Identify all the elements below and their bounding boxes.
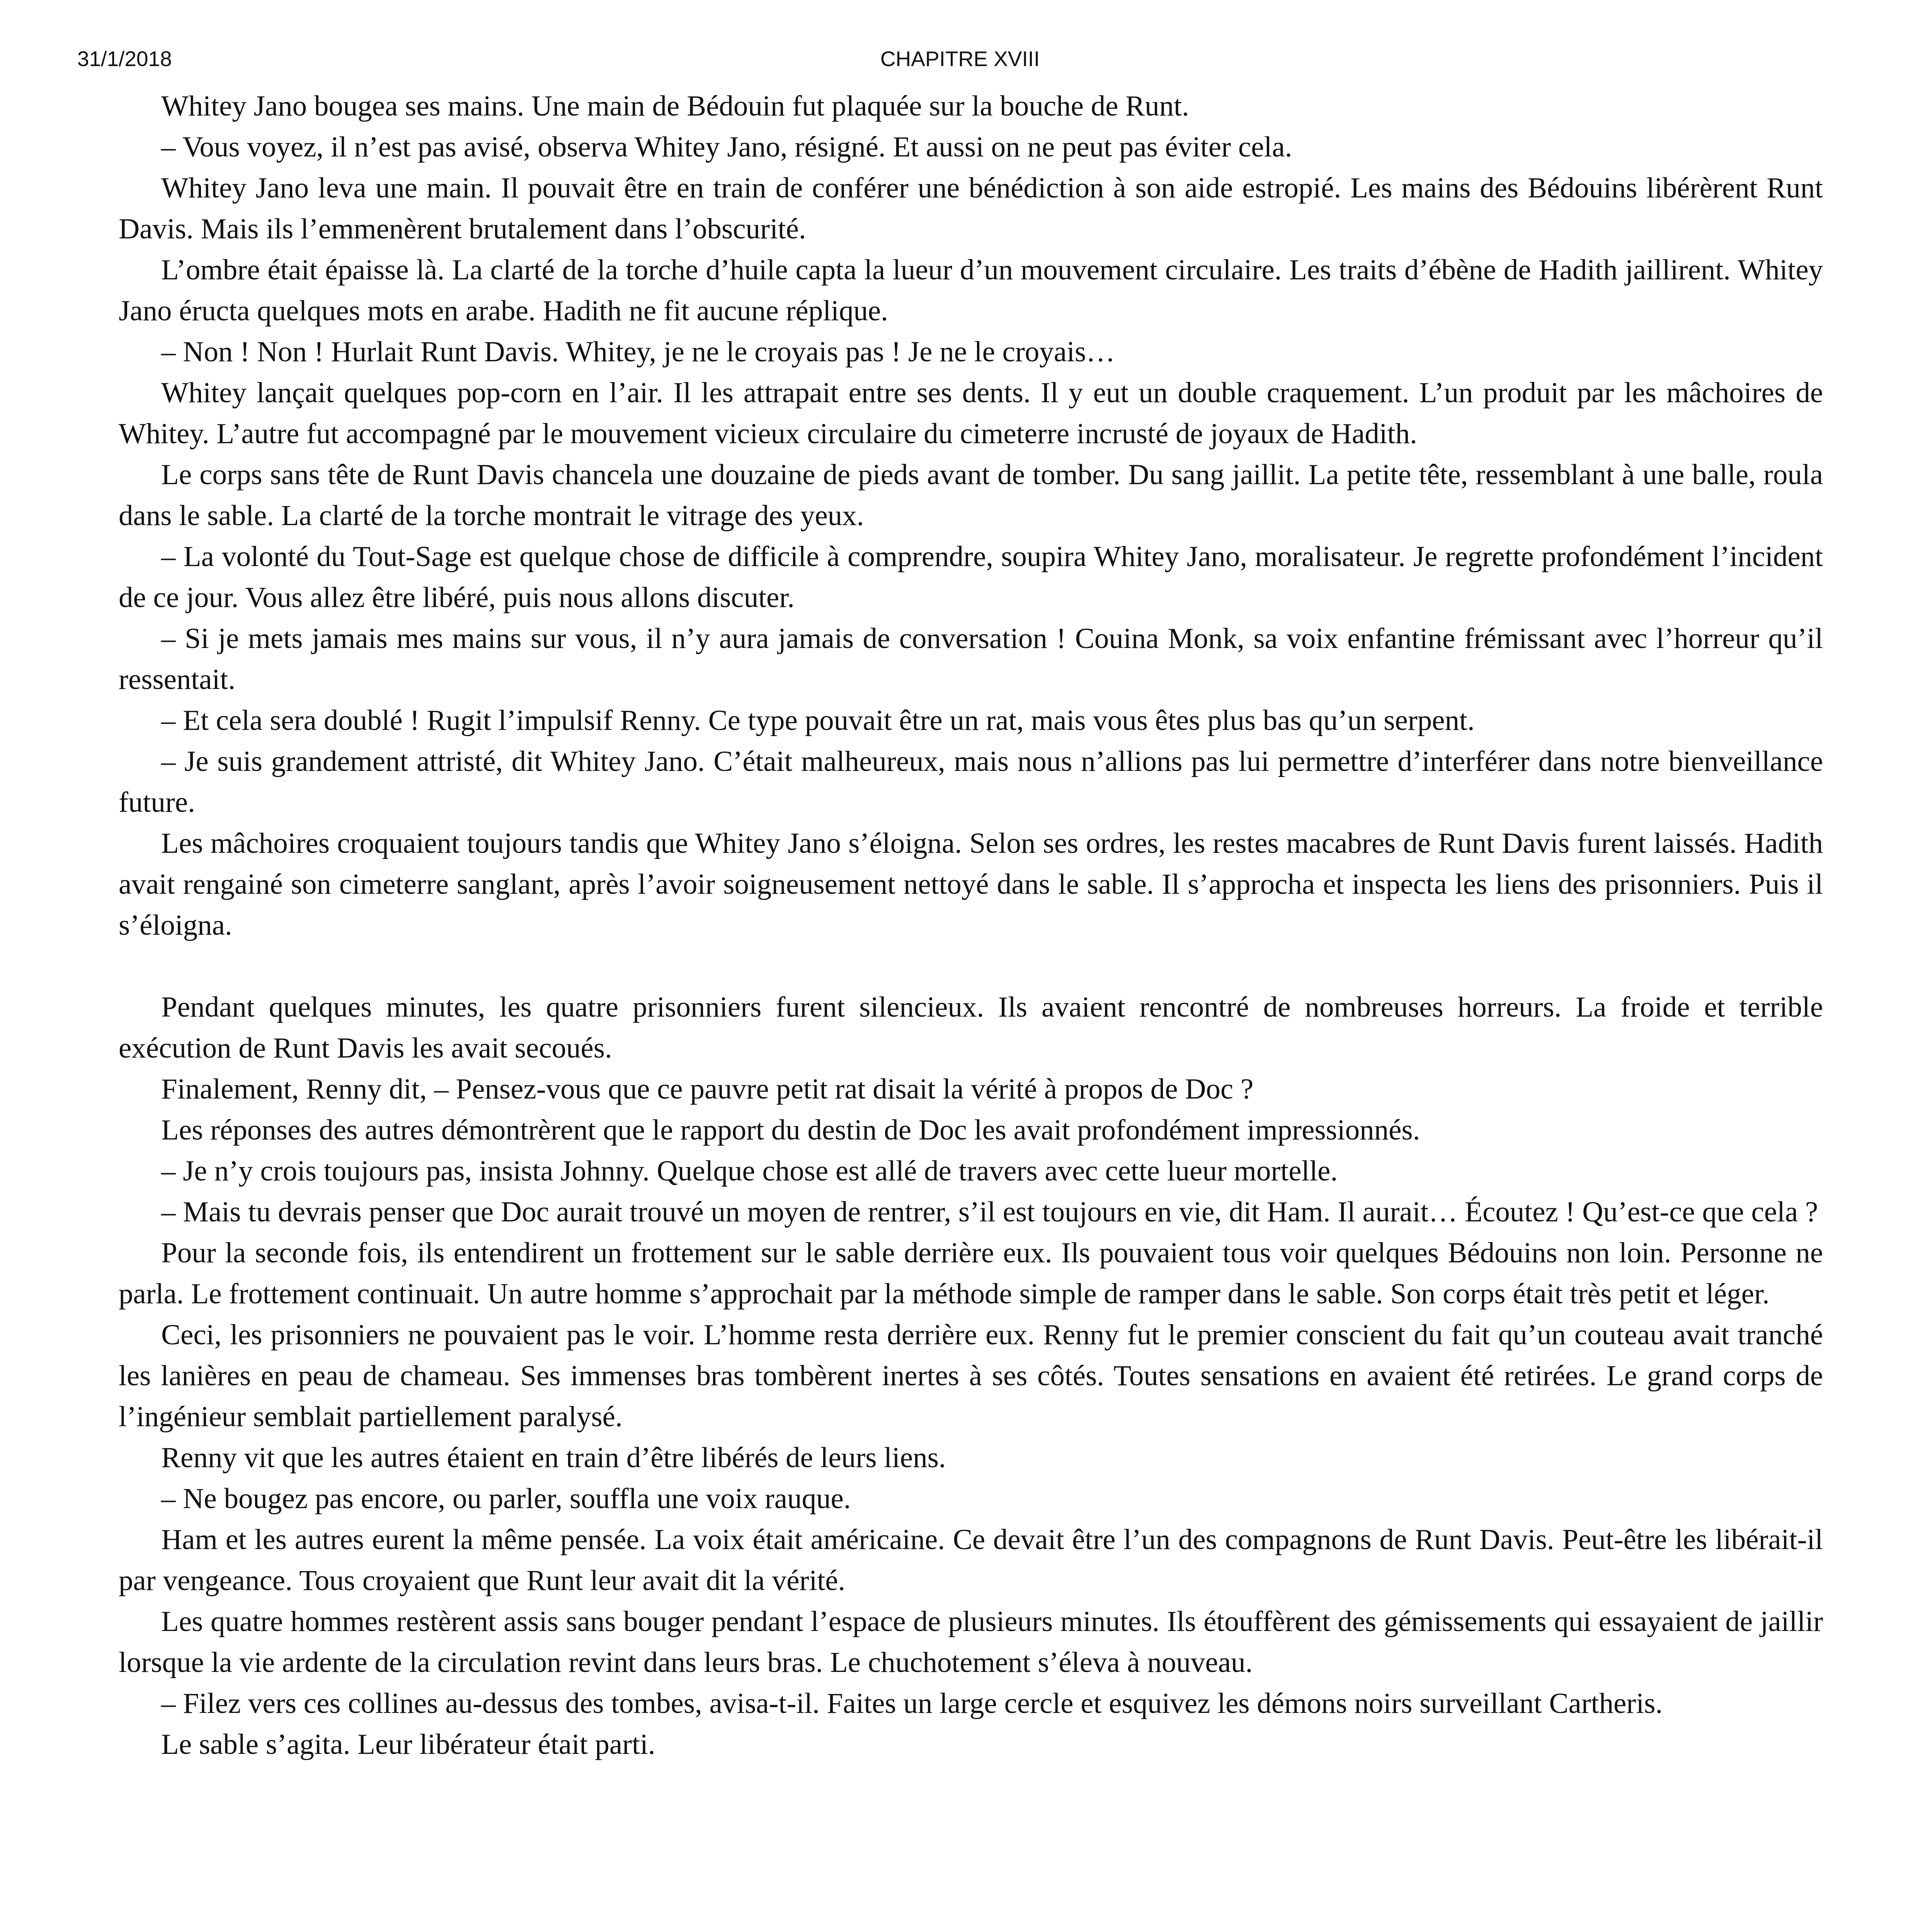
paragraph: Le sable s’agita. Leur libérateur était parti. [161,1728,655,1760]
chapter-title: CHAPITRE XVIII [880,47,1040,71]
paragraph: – Et cela sera doublé ! Rugit l’impulsif Renny. Ce type pouvait être un rat, mais vous êtes plus bas qu’un serpent. [161,704,1475,736]
paragraph: Pour la seconde fois, ils entendirent un frottement sur le sable derrière eux. Ils pouvaient tous voir quelques Bédouins non loin. Personne ne parla. Le frottement continuait. Un autre homme s’approchait par la méthode simple de ramper dans le sable. Son corps était très petit et léger. [119,1237,1823,1310]
paragraph: Pendant quelques minutes, les quatre prisonniers furent silencieux. Ils avaient rencontré de nombreuses horreurs. La froide et terrible exécution de Runt Davis les avait secoués. [119,991,1823,1064]
page-body [119,86,1823,1765]
paragraph: – Ne bougez pas encore, ou parler, souffla une voix rauque. [161,1483,851,1515]
paragraph: Ceci, les prisonniers ne pouvaient pas le voir. L’homme resta derrière eux. Renny fut le premier conscient du fait qu’un couteau avait tranché les lanières en peau de chameau. Ses immenses bras tombèrent inertes à ses côtés. Toutes sensations en avaient été retirées. Le grand corps de l’ingénieur semblait partiellement paralysé. [119,1319,1823,1433]
print-header [77,46,1843,77]
paragraph: L’ombre était épaisse là. La clarté de la torche d’huile capta la lueur d’un mouvement circulaire. Les traits d’ébène de Hadith jaillirent. Whitey Jano éructa quelques mots en arabe. Hadith ne fit aucune réplique. [119,254,1823,327]
paragraph: – Je n’y crois toujours pas, insista Johnny. Quelque chose est allé de travers avec cette lueur mortelle. [161,1155,1338,1187]
paragraph: Ham et les autres eurent la même pensée. La voix était américaine. Ce devait être l’un des compagnons de Runt Davis. Peut-être les libérait-il par vengeance. Tous croyaient que Runt leur avait dit la vérité. [119,1524,1823,1597]
paragraph: – Filez vers ces collines au-dessus des tombes, avisa-t-il. Faites un large cercle et esquivez les démons noirs surveillant Cartheris. [161,1687,1663,1719]
paragraph: – Je suis grandement attristé, dit Whitey Jano. C’était malheureux, mais nous n’allions pas lui permettre d’interférer dans notre bienveillance future. [119,745,1823,818]
paragraph: Finalement, Renny dit, – Pensez-vous que ce pauvre petit rat disait la vérité à propos de Doc ? [161,1073,1254,1105]
paragraph: Le corps sans tête de Runt Davis chancela une douzaine de pieds avant de tomber. Du sang jaillit. La petite tête, ressemblant à une balle, roula dans le sable. La clarté de la torche montrait le vitrage des yeux. [119,459,1823,532]
paragraph: Whitey Jano bougea ses mains. Une main de Bédouin fut plaquée sur la bouche de Runt. [161,90,1189,122]
paragraph: – La volonté du Tout-Sage est quelque chose de difficile à comprendre, soupira Whitey Jano, moralisateur. Je regrette profondément l’incident de ce jour. Vous allez être libéré, puis nous allons discuter. [119,541,1823,614]
paragraph: – Si je mets jamais mes mains sur vous, il n’y aura jamais de conversation ! Couina Monk, sa voix enfantine frémissant avec l’horreur qu’il ressentait. [119,622,1823,696]
paragraph: – Vous voyez, il n’est pas avisé, observa Whitey Jano, résigné. Et aussi on ne peut pas éviter cela. [161,131,1292,163]
paragraph: Renny vit que les autres étaient en train d’être libérés de leurs liens. [161,1442,946,1474]
section-break [119,946,1823,987]
paragraph: Whitey lançait quelques pop-corn en l’air. Il les attrapait entre ses dents. Il y eut un double craquement. L’un produit par les mâchoires de Whitey. L’autre fut accompagné par le mouvement vicieux circulaire du cimeterre incrusté de joyaux de Hadith. [119,377,1823,450]
paragraph: Les quatre hommes restèrent assis sans bouger pendant l’espace de plusieurs minutes. Ils étouffèrent des gémissements qui essayaient de jaillir lorsque la vie ardente de la circulation revint dans leurs bras. Le chuchotement s’éleva à nouveau. [119,1605,1823,1679]
paragraph: – Mais tu devrais penser que Doc aurait trouvé un moyen de rentrer, s’il est toujours en vie, dit Ham. Il aurait… Écoutez ! Qu’est-ce que cela ? [161,1196,1818,1228]
paragraph: Whitey Jano leva une main. Il pouvait être en train de conférer une bénédiction à son aide estropié. Les mains des Bédouins libérèrent Runt Davis. Mais ils l’emmenèrent brutalement dans l’obscurité. [119,172,1823,245]
paragraph: – Non ! Non ! Hurlait Runt Davis. Whitey, je ne le croyais pas ! Je ne le croyais… [161,336,1115,368]
paragraph: Les mâchoires croquaient toujours tandis que Whitey Jano s’éloigna. Selon ses ordres, les restes macabres de Runt Davis furent laissés. Hadith avait rengainé son cimeterre sanglant, après l’avoir soigneusement nettoyé dans le sable. Il s’approcha et inspecta les liens des prisonniers. Puis il s’éloigna. [119,827,1823,941]
paragraph: Les réponses des autres démontrèrent que le rapport du destin de Doc les avait profondément impressionnés. [161,1114,1420,1146]
print-date: 31/1/2018 [77,47,172,71]
